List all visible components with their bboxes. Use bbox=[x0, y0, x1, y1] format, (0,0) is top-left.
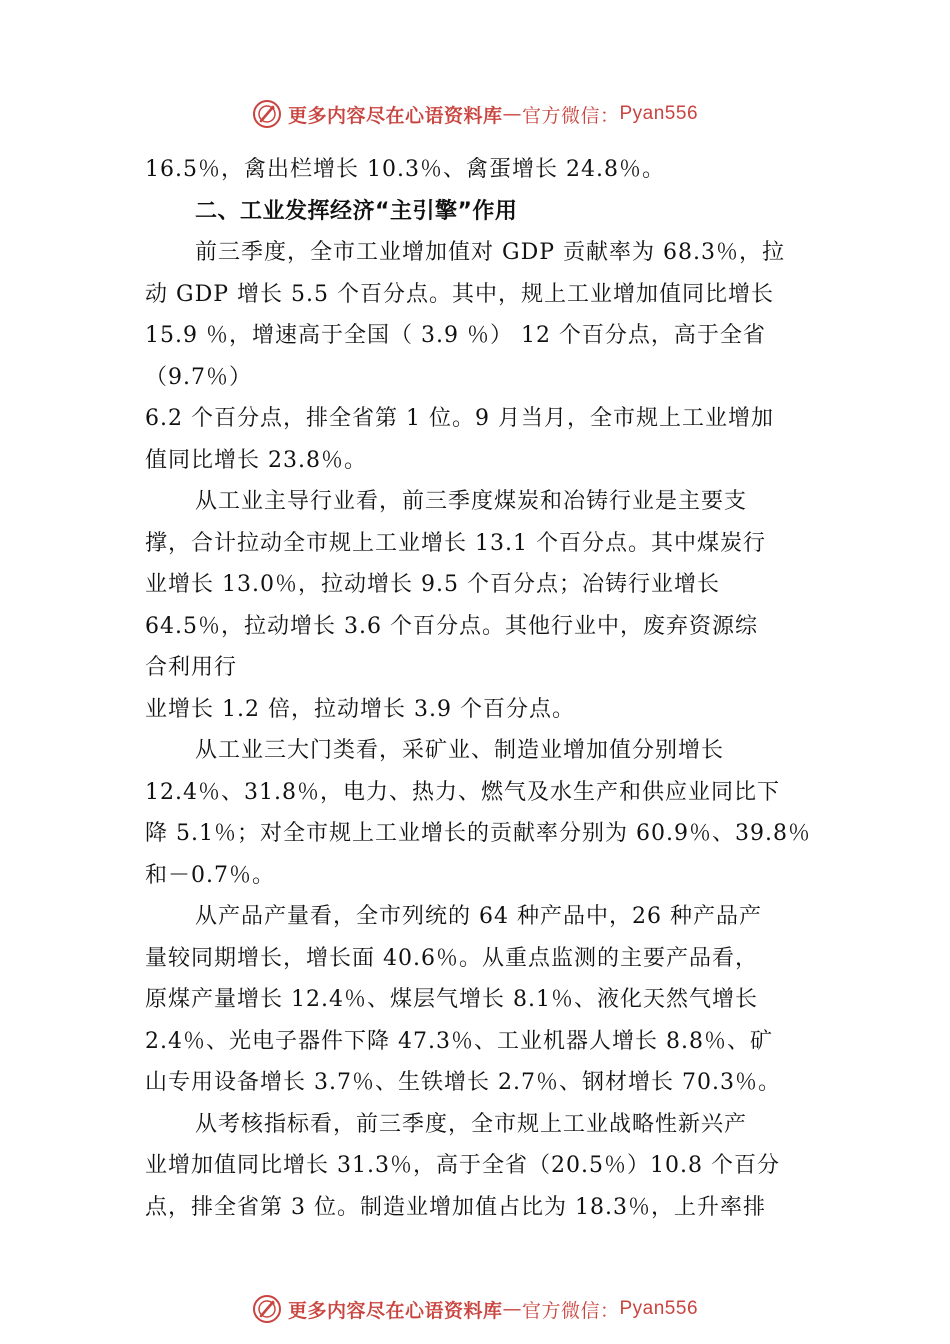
text-line: 从工业三大门类看，采矿业、制造业增加值分别增长 bbox=[195, 738, 725, 763]
text-line: 撑，合计拉动全市规上工业增长 13.1 个百分点。其中煤炭行 bbox=[145, 530, 766, 556]
text-line: 原煤产量增长 12.4％、煤层气增长 8.1％、液化天然气增长 bbox=[145, 987, 758, 1012]
text-line: 和－0.7％。 bbox=[145, 862, 275, 888]
watermark-separator: — bbox=[502, 103, 522, 125]
text-line: 业增长 1.2 倍，拉动增长 3.9 个百分点。 bbox=[145, 696, 575, 722]
header-watermark bbox=[0, 94, 950, 134]
text-line: 64.5％，拉动增长 3.6 个百分点。其他行业中，废弃资源综 bbox=[145, 613, 758, 639]
text-line: 从考核指标看，前三季度，全市规上工业战略性新兴产 bbox=[195, 1111, 748, 1137]
text-line: 前三季度，全市工业增加值对 GDP 贡献率为 68.3％，拉 bbox=[195, 240, 785, 265]
watermark-text: 更多内容尽在心语资料库 bbox=[287, 104, 503, 127]
text-line: （9.7％） bbox=[145, 364, 252, 390]
text-line: 降 5.1％；对全市规上工业增长的贡献率分别为 60.9％、39.8％ bbox=[145, 821, 811, 846]
text-line: 从工业主导行业看，前三季度煤炭和冶铸行业是主要支 bbox=[195, 489, 748, 514]
text-line: 16.5％，禽出栏增长 10.3％、禽蛋增长 24.8％。 bbox=[145, 157, 665, 182]
text-line: 点，排全省第 3 位。制造业增加值占比为 18.3％，上升率排 bbox=[145, 1194, 766, 1220]
watermark-wechat-label: 官方微信： bbox=[521, 104, 620, 127]
footer-watermark bbox=[0, 1289, 950, 1329]
watermark-logo-icon bbox=[252, 99, 282, 129]
document-body bbox=[145, 149, 835, 1228]
watermark-wechat-id: Pyan556 bbox=[619, 1298, 699, 1319]
text-line: 2.4％、光电子器件下降 47.3％、工业机器人增长 8.8％、矿 bbox=[145, 1028, 773, 1054]
watermark-logo-icon bbox=[252, 1294, 282, 1324]
watermark-wechat-label: 官方微信： bbox=[521, 1299, 620, 1322]
text-line: 业增长 13.0％，拉动增长 9.5 个百分点；冶铸行业增长 bbox=[145, 572, 720, 597]
section-heading: 二、工业发挥经济“主引擎”作用 bbox=[195, 198, 518, 224]
text-line: 动 GDP 增长 5.5 个百分点。其中，规上工业增加值同比增长 bbox=[145, 281, 774, 307]
text-line: 山专用设备增长 3.7％、生铁增长 2.7％、钢材增长 70.3％。 bbox=[145, 1070, 781, 1095]
text-line: 15.9 ％，增速高于全国（ 3.9 ％） 12 个百分点，高于全省 bbox=[145, 323, 766, 348]
watermark-text: 更多内容尽在心语资料库 bbox=[287, 1299, 503, 1322]
text-line: 从产品产量看，全市列统的 64 种产品中，26 种产品产 bbox=[195, 904, 762, 929]
text-line: 值同比增长 23.8％。 bbox=[145, 447, 367, 473]
text-line: 量较同期增长，增长面 40.6％。从重点监测的主要产品看， bbox=[145, 945, 758, 971]
watermark-wechat-id: Pyan556 bbox=[619, 103, 699, 124]
watermark-separator: — bbox=[502, 1298, 522, 1320]
text-line: 业增加值同比增长 31.3％，高于全省（20.5％）10.8 个百分 bbox=[145, 1153, 780, 1178]
text-line: 合利用行 bbox=[145, 655, 238, 680]
text-line: 12.4％、31.8％，电力、热力、燃气及水生产和供应业同比下 bbox=[145, 779, 780, 805]
text-line: 6.2 个百分点，排全省第 1 位。9 月当月，全市规上工业增加 bbox=[145, 406, 774, 431]
